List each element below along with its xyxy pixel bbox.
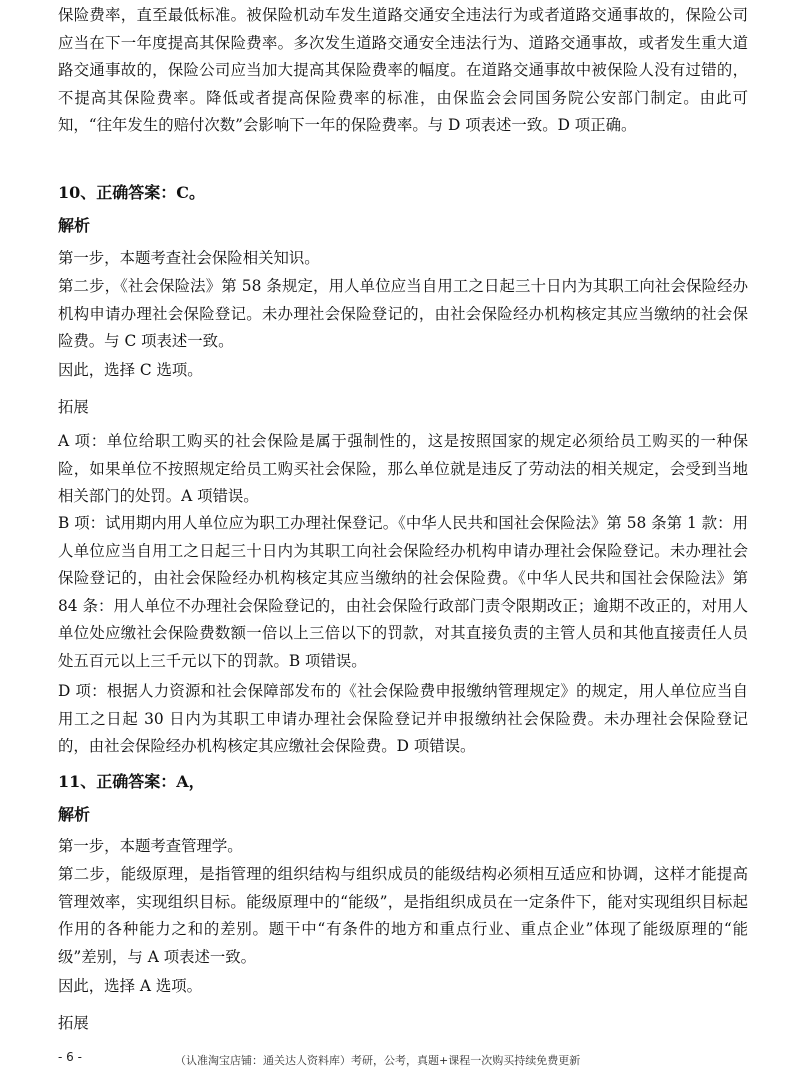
page-number: - 6 - <box>58 1050 82 1064</box>
q11-step2: 第二步，能级原理，是指管理的组织结构与组织成员的能级结构必须相互适应和协调，这样才能提高管理效率，实现组织目标。能级原理中的“能级”，是指组织成员在一定条件下，能对实现组织目标起作用的各种能力之和的差别。题干中“有条件的地方和重点行业、重点企业”体现了能级原理的“能级”差别，与 A 项表述一致。 <box>58 865 748 966</box>
q10-extension-b: B 项：试用期内用人单位应为职工办理社保登记。《中华人民共和国社会保险法》第 58 条第 1 款：用人单位应当自用工之日起三十日内为其职工向社会保险经办机构申请办理社会保险登记。未办理社会保险登记的，由社会保险经办机构核定其应当缴纳的社会保险费。《中华人民共和国社会保险法》第 84 条：用人单位不办理社会保险登记的，由社会保险行政部门责令限期改正；逾期不改正的，对用人单位处应缴社会保险费数额一倍以上三倍以下的罚款，对其直接负责的主管人员和其他直接责任人员处五百元以上三千元以下的罚款。B 项错误。 <box>58 514 748 670</box>
q10-extension-heading: 拓展 <box>58 398 89 416</box>
q10-conclusion: 因此，选择 C 选项。 <box>58 361 203 379</box>
q10-extension-d: D 项：根据人力资源和社会保障部发布的《社会保险费申报缴纳管理规定》的规定，用人单位应当自用工之日起 30 日内为其职工申请办理社会保险登记并申报缴纳社会保险费。未办理社会保险登记的，由社会保险经办机构核定其应缴社会保险费。D 项错误。 <box>58 682 748 756</box>
q11-conclusion: 因此，选择 A 选项。 <box>58 977 203 995</box>
footer-note: （认准淘宝店铺：通关达人资料库）考研，公考，真题+课程一次购买持续免费更新 <box>175 1054 581 1067</box>
q10-step2: 第二步，《社会保险法》第 58 条规定，用人单位应当自用工之日起三十日内为其职工向社会保险经办机构申请办理社会保险登记。未办理社会保险登记的，由社会保险经办机构核定其应当缴纳的社会保险费。与 C 项表述一致。 <box>58 277 748 351</box>
q11-extension-heading: 拓展 <box>58 1014 89 1032</box>
q10-extension-a: A 项：单位给职工购买的社会保险是属于强制性的，这是按照国家的规定必须给员工购买的一种保险，如果单位不按照规定给员工购买社会保险，那么单位就是违反了劳动法的相关规定，会受到当地相关部门的处罚。A 项错误。 <box>58 432 748 506</box>
q11-step1: 第一步，本题考查管理学。 <box>58 837 243 855</box>
q10-answer: 10、正确答案：C。 <box>58 183 206 202</box>
q10-step1: 第一步，本题考查社会保险相关知识。 <box>58 249 320 267</box>
q10-analysis-heading: 解析 <box>58 216 91 235</box>
q11-answer: 11、正确答案：A， <box>58 772 205 791</box>
paragraph-insurance-rate: 保险费率，直至最低标准。被保险机动车发生道路交通安全违法行为或者道路交通事故的，保险公司应当在下一年度提高其保险费率。多次发生道路交通安全违法行为、道路交通事故，或者发生重大道路交通事故的，保险公司应当加大提高其保险费率的幅度。在道路交通事故中被保险人没有过错的，不提高其保险费率。降低或者提高保险费率的标准，由保监会会同国务院公安部门制定。由此可知，“往年发生的赔付次数”会影响下一年的保险费率。与 D 项表述一致。D 项正确。 <box>58 6 748 135</box>
q11-analysis-heading: 解析 <box>58 805 91 824</box>
